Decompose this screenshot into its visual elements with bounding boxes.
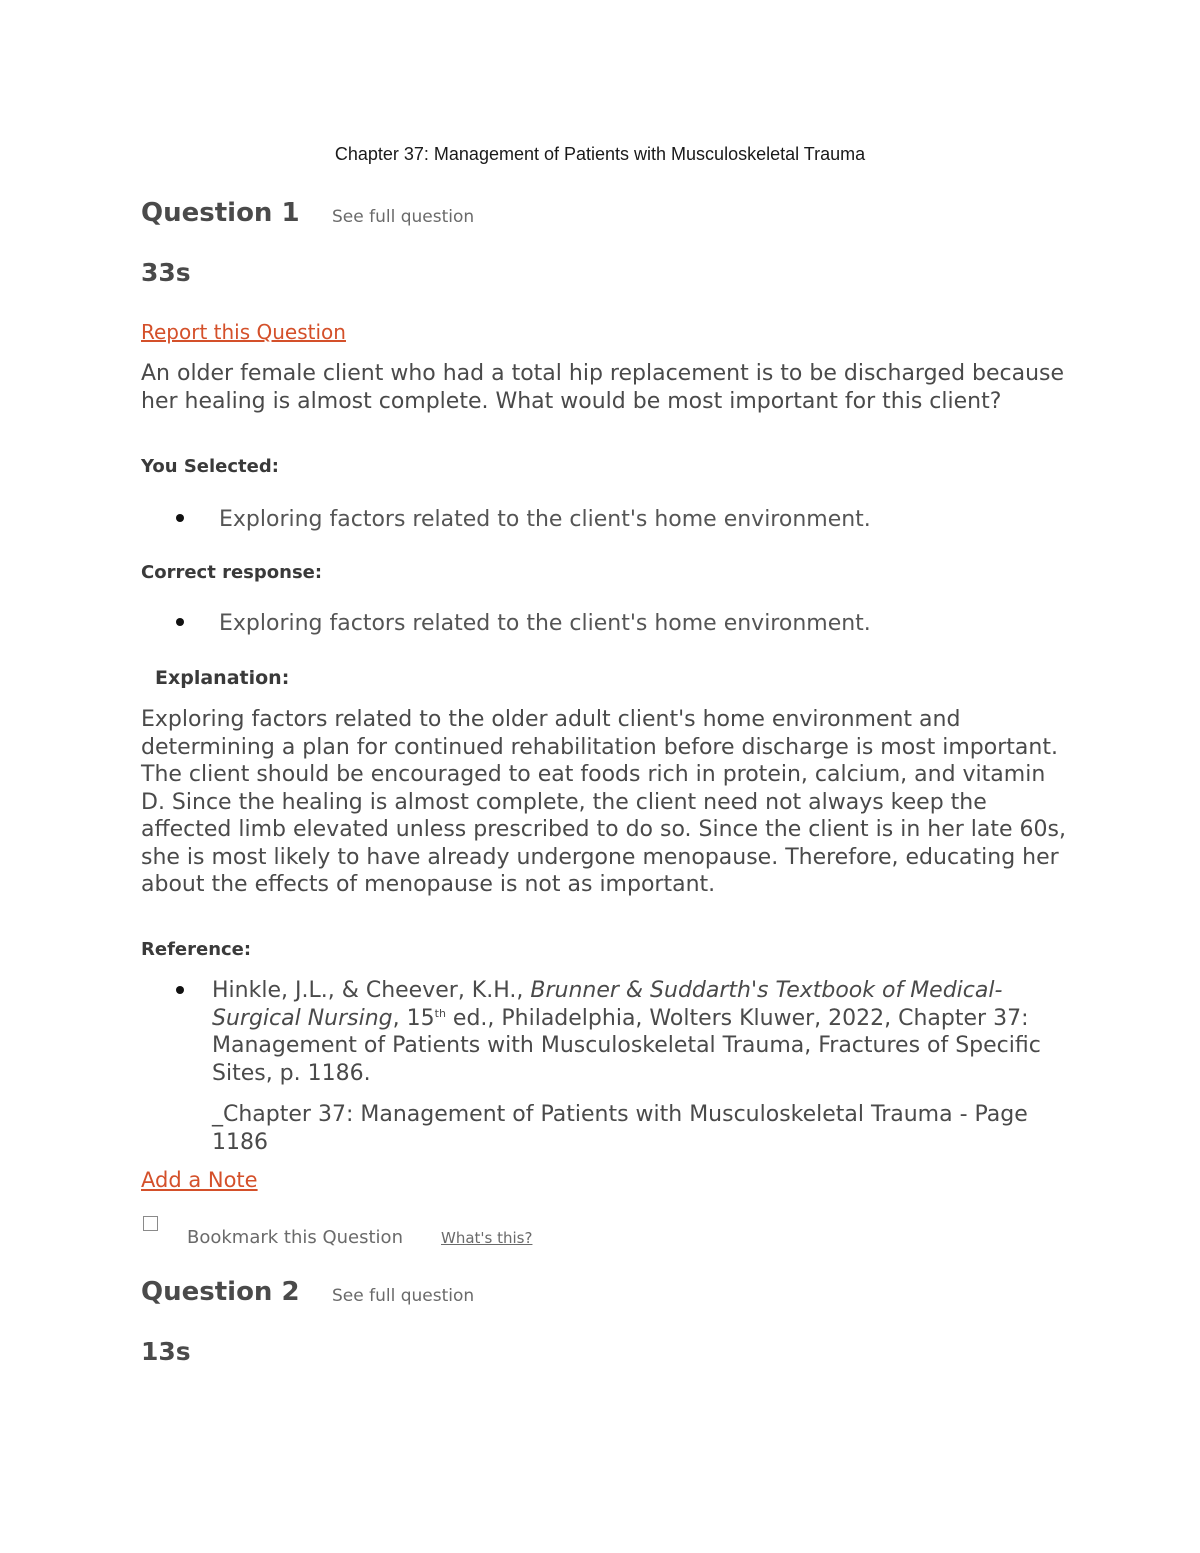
reference-authors: Hinkle, J.L., & Cheever, K.H., bbox=[212, 978, 531, 1003]
report-question-link[interactable]: Report this Question bbox=[141, 320, 346, 344]
chapter-title: Chapter 37: Management of Patients with Musculoskeletal Trauma bbox=[334, 144, 866, 164]
question-2-heading: Question 2 bbox=[141, 1277, 300, 1307]
question-2-timer: 13s bbox=[141, 1337, 191, 1366]
bookmark-checkbox[interactable] bbox=[143, 1216, 158, 1231]
reference-details: ed., Philadelphia, Wolters Kluwer, 2022, Chapter 37: Management of Patients with Musculoskeletal Trauma, Fractures of Specific Sites, p. 1186. bbox=[212, 1005, 1041, 1086]
bullet-icon bbox=[176, 618, 184, 626]
correct-answer: Exploring factors related to the client's home environment. bbox=[219, 611, 871, 636]
question-prompt: An older female client who had a total hip replacement is to be discharged because her healing is almost complete. What would be most important for this client? bbox=[141, 361, 1065, 414]
reference-edition-suffix: th bbox=[434, 1006, 446, 1020]
bullet-icon bbox=[176, 986, 184, 994]
reference-page-link: _Chapter 37: Management of Patients with Musculoskeletal Trauma - Page 1186 bbox=[212, 1102, 1028, 1155]
explanation-label: Explanation: bbox=[155, 667, 290, 689]
question-1-heading: Question 1 bbox=[141, 198, 300, 228]
see-full-question-link-1[interactable]: See full question bbox=[332, 207, 475, 227]
bookmark-label: Bookmark this Question bbox=[187, 1227, 403, 1248]
reference-citation bbox=[212, 977, 1062, 1087]
reference-book-title: Brunner & Suddarth's Textbook of Medical-Surgical Nursing bbox=[212, 978, 1003, 1031]
question-1-timer: 33s bbox=[141, 258, 191, 287]
correct-response-label: Correct response: bbox=[141, 562, 323, 583]
selected-answer: Exploring factors related to the client's home environment. bbox=[219, 507, 871, 532]
add-note-link[interactable]: Add a Note bbox=[141, 1168, 258, 1192]
whats-this-link[interactable]: What's this? bbox=[441, 1229, 533, 1247]
see-full-question-link-2[interactable]: See full question bbox=[332, 1286, 475, 1306]
bullet-icon bbox=[176, 514, 184, 522]
you-selected-label: You Selected: bbox=[141, 456, 279, 477]
reference-label: Reference: bbox=[141, 939, 252, 960]
reference-edition: , 15 bbox=[392, 1005, 435, 1031]
explanation-text: Exploring factors related to the older adult client's home environment and determining a plan for continued rehabilitation before discharge is most important. The client should be encouraged to eat foods rich in protein, calcium, and vitamin D. Since the healing is almost complete, the client need not always keep the affected limb elevated unless prescribed to do so. Since the client is in her late 60s, she is most likely to have already undergone menopause. Therefore, educating her about the effects of menopause is not as important. bbox=[141, 707, 1066, 897]
